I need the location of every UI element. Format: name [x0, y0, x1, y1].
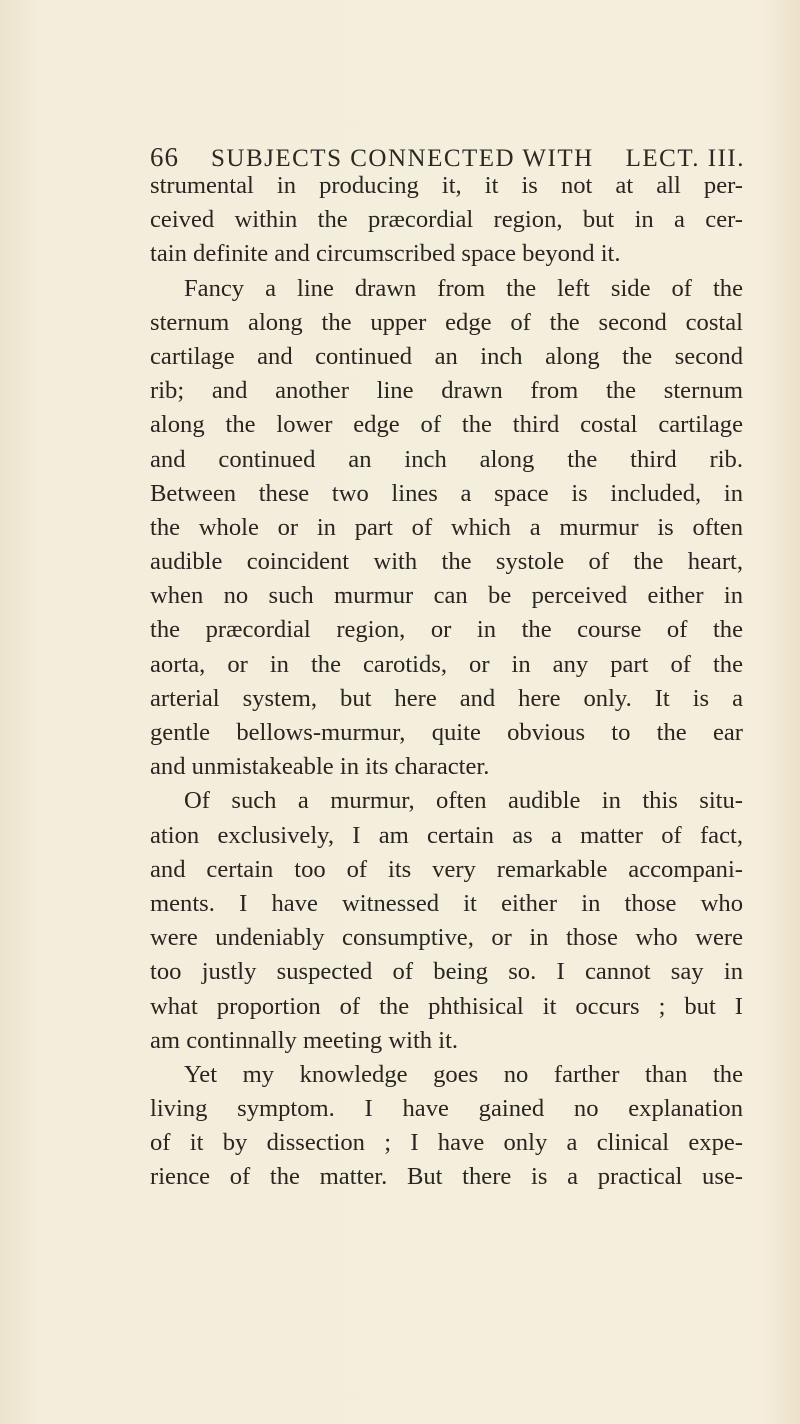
- text-line: ation exclusively, I am certain as a matter of fact,: [150, 821, 743, 849]
- text-line: audible coincident with the systole of the heart,: [150, 548, 743, 576]
- text-line: when no such murmur can be perceived either in: [150, 582, 743, 610]
- text-line: the whole or in part of which a murmur is often: [150, 513, 743, 541]
- lecture-reference: LECT. III.: [625, 145, 745, 172]
- running-title: SUBJECTS CONNECTED WITH: [211, 145, 594, 172]
- text-line: rience of the matter. But there is a practical use-: [150, 1163, 743, 1191]
- text-line: living symptom. I have gained no explanation: [150, 1095, 743, 1123]
- text-line: Fancy a line drawn from the left side of the: [184, 274, 743, 302]
- text-line: ments. I have witnessed it either in those who: [150, 889, 743, 917]
- text-line: ceived within the præcordial region, but in a cer-: [150, 206, 743, 234]
- text-line: am continnally meeting with it.: [150, 1026, 459, 1054]
- text-line: sternum along the upper edge of the second costal: [150, 308, 743, 336]
- text-line: of it by dissection ; I have only a clinical expe-: [150, 1129, 743, 1157]
- text-line: rib; and another line drawn from the sternum: [150, 377, 743, 405]
- text-line: Yet my knowledge goes no farther than the: [184, 1060, 743, 1088]
- text-line: tain definite and circumscribed space beyond it.: [150, 240, 621, 268]
- text-line: along the lower edge of the third costal cartilage: [150, 411, 743, 439]
- text-line: and continued an inch along the third rib.: [150, 445, 743, 473]
- text-line: strumental in producing it, it is not at all per-: [150, 172, 743, 199]
- text-line: too justly suspected of being so. I cannot say in: [150, 958, 743, 986]
- text-line: aorta, or in the carotids, or in any part of the: [150, 650, 743, 678]
- text-line: and certain too of its very remarkable accompani-: [150, 855, 743, 883]
- text-line: Between these two lines a space is included, in: [150, 479, 743, 507]
- text-line: cartilage and continued an inch along the second: [150, 342, 743, 370]
- page-number: 66: [150, 142, 179, 172]
- text-line: what proportion of the phthisical it occurs ; but I: [150, 992, 743, 1020]
- body-text: [150, 169, 743, 1195]
- text-line: and unmistakeable in its character.: [150, 753, 490, 781]
- text-line: the præcordial region, or in the course of the: [150, 616, 743, 644]
- text-line: arterial system, but here and here only. It is a: [150, 684, 743, 712]
- text-line: gentle bellows-murmur, quite obvious to the ear: [150, 719, 743, 746]
- text-line: Of such a murmur, often audible in this situ-: [184, 787, 743, 815]
- text-line: were undeniably consumptive, or in those who were: [150, 924, 743, 952]
